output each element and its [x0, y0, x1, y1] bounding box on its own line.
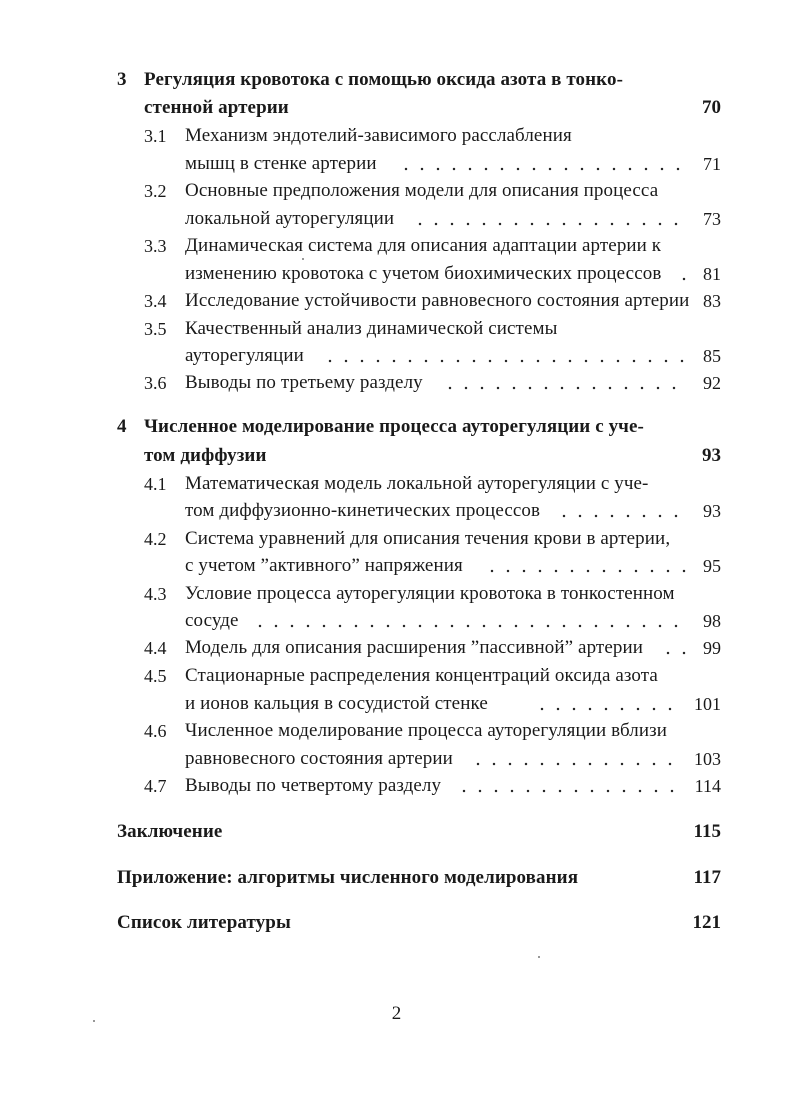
- toc-entry-3-2: [0, 177, 793, 205]
- section-title: Выводы по четвертому разделу: [185, 775, 442, 796]
- section-title: Численное моделирование процесса ауторегуляции вблизи: [185, 720, 667, 741]
- toc-entry-3-5: [0, 315, 793, 343]
- section-number: 4.3: [144, 584, 167, 604]
- toc-entry-3-1: [0, 122, 793, 150]
- section-number: 3.2: [144, 181, 167, 201]
- section-page: 114: [694, 776, 721, 796]
- toc-entry-4-6: [0, 717, 793, 745]
- section-title: Стационарные распределения концентраций оксида азота: [185, 665, 658, 686]
- section-title: Механизм эндотелий-зависимого расслабления: [185, 125, 572, 146]
- section-title: Условие процесса ауторегуляции кровотока в тонкостенном: [185, 583, 675, 604]
- toc-entry-3-1-cont: [0, 150, 793, 178]
- section-page: 99: [703, 638, 721, 658]
- toc-entry-3-6: [0, 369, 793, 397]
- section-number: 3.5: [144, 319, 167, 339]
- chapter-title-cont: том диффузии: [144, 445, 267, 466]
- section-page: 95: [703, 556, 721, 576]
- chapter-title-cont: стенной артерии: [144, 97, 289, 118]
- section-number: 3.6: [144, 373, 167, 393]
- chapter-number: 3: [117, 69, 127, 90]
- section-page: 81: [703, 264, 721, 284]
- toc-entry-4-4: [0, 634, 793, 662]
- toc-entry-4-3-cont: [0, 607, 793, 635]
- section-number: 3.3: [144, 236, 167, 256]
- section-title: Исследование устойчивости равновесного состояния артерии: [185, 290, 690, 311]
- section-page: 103: [694, 749, 721, 769]
- toc-chapter-4: [0, 413, 793, 441]
- toc-conclusion: [0, 818, 793, 846]
- section-title: Математическая модель локальной ауторегуляции с уче-: [185, 473, 649, 494]
- chapter-title: Численное моделирование процесса ауторегуляции с уче-: [144, 416, 644, 437]
- section-page: 85: [703, 346, 721, 366]
- section-number: 4.1: [144, 474, 167, 494]
- toc-entry-4-6-cont: [0, 745, 793, 773]
- dot-leader: [484, 569, 688, 573]
- section-page: 101: [694, 694, 721, 714]
- section-number: 3.1: [144, 126, 167, 146]
- toc-entry-3-5-cont: [0, 342, 793, 370]
- section-title: Система уравнений для описания течения крови в артерии,: [185, 528, 671, 549]
- scan-speck: [93, 1020, 95, 1022]
- dot-leader: [442, 386, 688, 390]
- page-number: 2: [391, 1003, 402, 1024]
- section-title-cont: ауторегуляции: [185, 345, 304, 366]
- section-page: 83: [703, 291, 721, 311]
- section-number: 4.7: [144, 776, 167, 796]
- chapter-number: 4: [117, 416, 127, 437]
- section-title-cont: изменению кровотока с учетом биохимических процессов: [185, 263, 662, 284]
- chapter-title: Регуляция кровотока с помощью оксида азота в тонко-: [144, 69, 624, 90]
- toc-entry-4-1-cont: [0, 497, 793, 525]
- dot-leader: [412, 222, 688, 226]
- toc-entry-4-1: [0, 470, 793, 498]
- section-title-cont: сосуде: [185, 610, 239, 631]
- chapter-page: 93: [702, 445, 721, 466]
- entry-page: 121: [692, 912, 721, 933]
- section-number: 4.5: [144, 666, 167, 686]
- section-title: Динамическая система для описания адаптации артерии к: [185, 235, 662, 256]
- section-title-cont: локальной ауторегуляции: [185, 208, 395, 229]
- dot-leader: [322, 359, 688, 363]
- entry-page: 117: [693, 867, 721, 888]
- section-number: 4.2: [144, 529, 167, 549]
- section-page: 71: [703, 154, 721, 174]
- entry-title: Приложение: алгоритмы численного моделирования: [117, 867, 579, 888]
- toc-chapter-3-cont: [0, 94, 793, 122]
- toc-chapter-3: [0, 66, 793, 94]
- section-title-cont: и ионов кальция в сосудистой стенке: [185, 693, 488, 714]
- toc-bibliography: [0, 909, 793, 937]
- section-title: Модель для описания расширения ”пассивной” артерии: [185, 637, 644, 658]
- entry-title: Список литературы: [117, 912, 291, 933]
- toc-appendix: [0, 864, 793, 892]
- toc-entry-4-2-cont: [0, 552, 793, 580]
- toc-entry-3-2-cont: [0, 205, 793, 233]
- toc-entry-3-3: [0, 232, 793, 260]
- toc-entry-4-3: [0, 580, 793, 608]
- toc-entry-4-7: [0, 772, 793, 800]
- dot-leader: [660, 651, 692, 655]
- dot-leader: [470, 762, 682, 766]
- dot-leader: [556, 514, 688, 518]
- section-number: 3.4: [144, 291, 167, 311]
- dot-leader: [252, 624, 688, 628]
- toc-entry-4-5: [0, 662, 793, 690]
- scan-speck: [302, 258, 304, 260]
- entry-title: Заключение: [117, 821, 223, 842]
- section-title-cont: с учетом ”активного” напряжения: [185, 555, 463, 576]
- dot-leader: [398, 167, 688, 171]
- section-page: 93: [703, 501, 721, 521]
- toc-entry-3-3-cont: [0, 260, 793, 288]
- chapter-page: 70: [702, 97, 721, 118]
- section-page: 98: [703, 611, 721, 631]
- dot-leader: [456, 789, 684, 793]
- section-page: 73: [703, 209, 721, 229]
- dot-leader: [676, 277, 692, 281]
- section-page: 92: [703, 373, 721, 393]
- section-title-cont: том диффузионно-кинетических процессов: [185, 500, 541, 521]
- toc-entry-3-4: [0, 287, 793, 315]
- dot-leader: [534, 707, 682, 711]
- section-number: 4.6: [144, 721, 167, 741]
- section-title: Качественный анализ динамической системы: [185, 318, 558, 339]
- scan-speck: [538, 956, 540, 958]
- section-title-cont: мышц в стенке артерии: [185, 153, 377, 174]
- toc-entry-4-2: [0, 525, 793, 553]
- toc-entry-4-5-cont: [0, 690, 793, 718]
- entry-page: 115: [693, 821, 721, 842]
- section-title-cont: равновесного состояния артерии: [185, 748, 453, 769]
- section-title: Выводы по третьему разделу: [185, 372, 423, 393]
- section-number: 4.4: [144, 638, 167, 658]
- section-title: Основные предположения модели для описания процесса: [185, 180, 659, 201]
- toc-chapter-4-cont: [0, 442, 793, 470]
